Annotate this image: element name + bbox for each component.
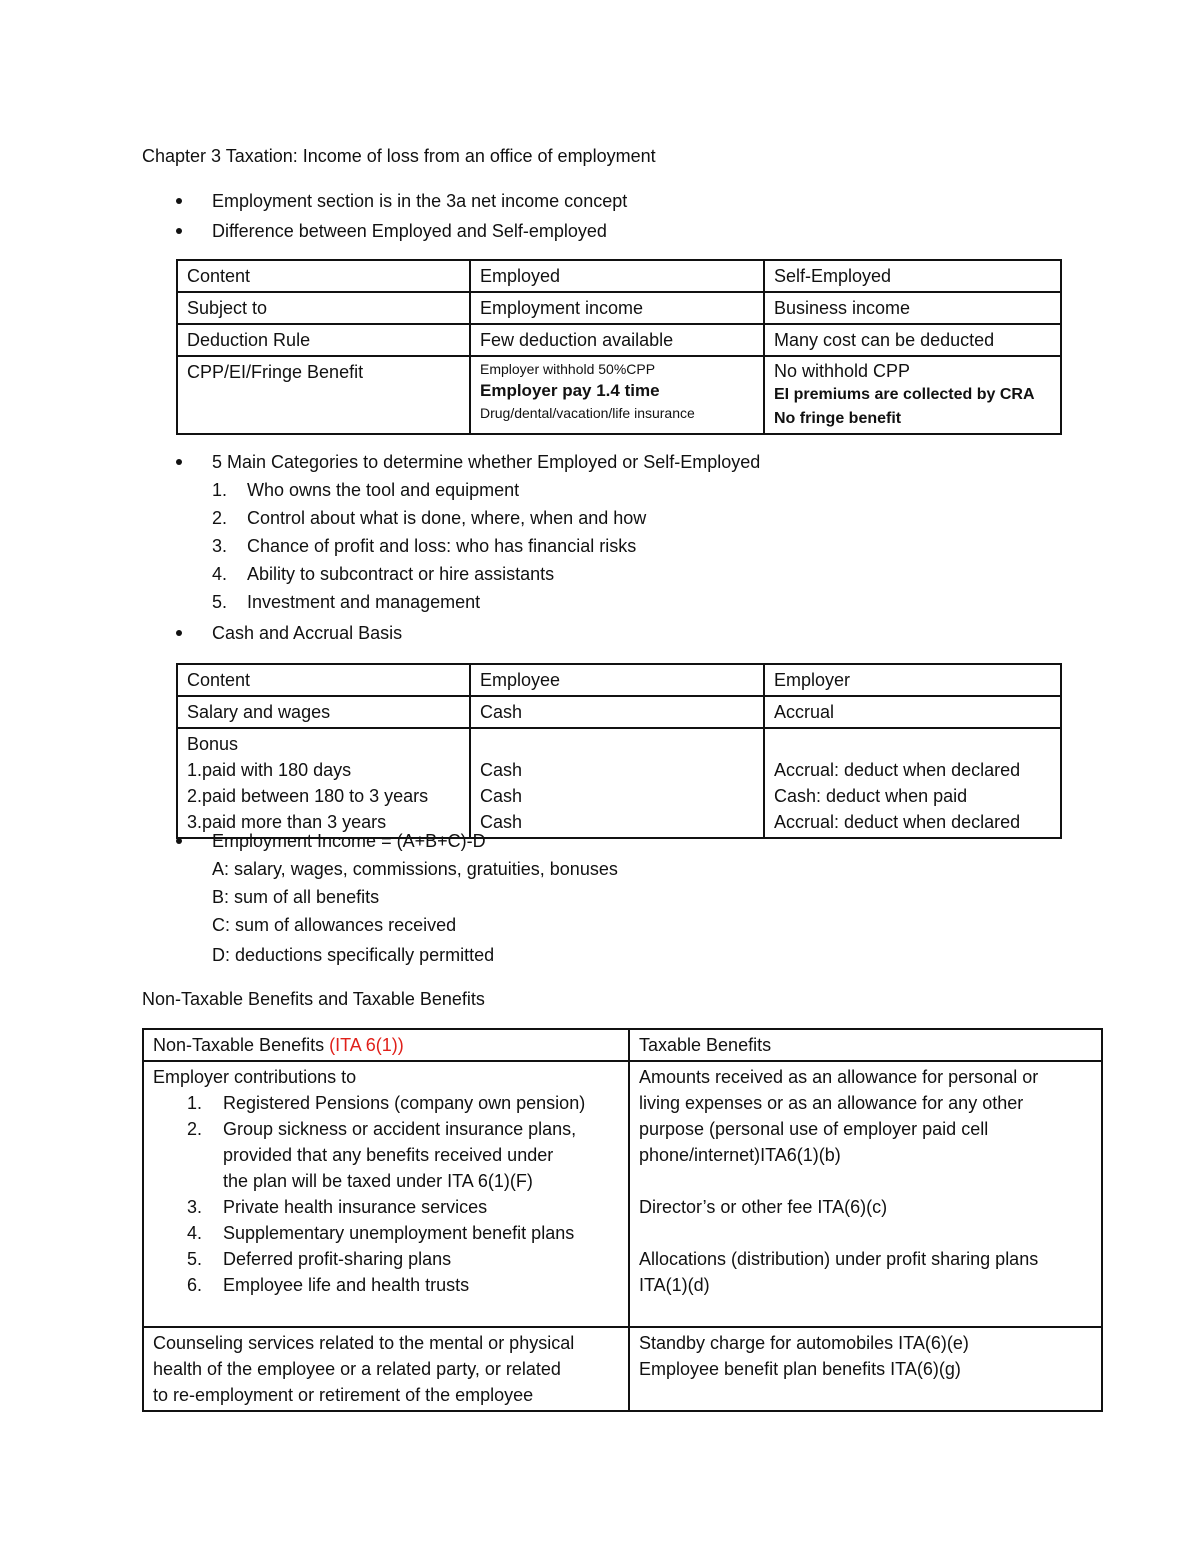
cell-line: 1.paid with 180 days [187,760,352,780]
header-left-reference: (ITA 6(1)) [329,1035,404,1055]
list-item [153,1220,619,1246]
list-text: Ability to subcontract or hire assistants [247,564,555,584]
table-cell [629,1327,1102,1411]
list-text: Who owns the tool and equipment [247,480,520,500]
table-cell [177,728,470,838]
cell-line: No withhold CPP [774,361,911,381]
table-cell: Business income [764,292,1061,324]
list-number: 3. [187,1197,203,1217]
table-row [177,356,1061,434]
non-taxable-list [153,1090,619,1298]
list-text: Deferred profit-sharing plans [223,1249,452,1269]
list-item [212,506,646,530]
table-header-cell: Content [177,664,470,696]
list-number: 2. [187,1119,203,1139]
list-text: Supplementary unemployment benefit plans [223,1223,575,1243]
bullet-icon [176,228,182,234]
cell-line: 2.paid between 180 to 3 years [187,786,429,806]
income-line: B: sum of all benefits [212,887,380,907]
bullet-icon [176,838,182,844]
income-bullet: Employment Income = (A+B+C)-D [212,831,486,851]
table-cell: Cash [470,696,764,728]
cash-bullet: Cash and Accrual Basis [212,623,403,643]
table-cell: Few deduction available [470,324,764,356]
cell-line: Employer contributions to [153,1067,357,1087]
table-cell: Many cost can be deducted [764,324,1061,356]
table-cell [764,356,1061,434]
cell-line: to re-employment or retirement of the employee [153,1385,534,1405]
cell-line: Employer withhold 50%CPP [480,361,656,377]
categories-bullet: 5 Main Categories to determine whether Employed or Self-Employed [212,452,761,472]
list-text: the plan will be taxed under ITA 6(1)(F) [223,1171,533,1191]
cell-line: Cash: deduct when paid [774,786,968,806]
list-number: 4. [187,1223,203,1243]
table-row [177,324,1061,356]
bullet-icon [176,459,182,465]
table-row [143,1327,1102,1411]
cell-line: purpose (personal use of employer paid cell [639,1119,989,1139]
table-cell: CPP/EI/Fringe Benefit [177,356,470,434]
list-number: 3. [212,536,228,556]
cell-line: Cash [480,760,523,780]
section-heading: Non-Taxable Benefits and Taxable Benefits [142,989,485,1009]
list-item [212,478,519,502]
list-text: Group sickness or accident insurance plans, [223,1119,577,1139]
benefits-table [142,1028,1103,1412]
list-text: provided that any benefits received under [223,1145,554,1165]
income-line: A: salary, wages, commissions, gratuities, bonuses [212,859,618,879]
list-item [153,1246,619,1272]
table-header-row [177,664,1061,696]
cell-line: Counseling services related to the mental or physical [153,1333,575,1353]
list-text: Employee life and health trusts [223,1275,470,1295]
list-number: 1. [212,480,228,500]
cell-line: Cash [480,786,523,806]
cell-line: Employee benefit plan benefits ITA(6)(g) [639,1359,961,1379]
table-cell: Salary and wages [177,696,470,728]
table-cell [629,1061,1102,1327]
income-line: C: sum of allowances received [212,915,457,935]
cell-line: Employer pay 1.4 time [480,381,660,400]
table-cell [470,356,764,434]
cash-accrual-table [176,663,1062,839]
table-header-row [143,1029,1102,1061]
cell-line: Drug/dental/vacation/life insurance [480,405,695,421]
table-header-cell: Self-Employed [764,260,1061,292]
cell-line: ITA(1)(d) [639,1275,710,1295]
list-text: Private health insurance services [223,1197,488,1217]
list-item [153,1272,619,1298]
list-number: 5. [212,592,228,612]
list-item [153,1116,619,1194]
table-header-cell: Employee [470,664,764,696]
table-row [177,292,1061,324]
cell-line: Accrual: deduct when declared [774,760,1021,780]
table-cell: Accrual [764,696,1061,728]
employed-vs-self-employed-table [176,259,1062,435]
list-item [153,1194,619,1220]
intro-bullet-1: Employment section is in the 3a net income concept [212,191,628,211]
cell-line: Bonus [187,734,239,754]
table-row [177,696,1061,728]
list-number: 5. [187,1249,203,1269]
list-number: 2. [212,508,228,528]
list-text: Registered Pensions (company own pension) [223,1093,586,1113]
list-number: 6. [187,1275,203,1295]
table-header-cell: Taxable Benefits [629,1029,1102,1061]
cell-line: EI premiums are collected by CRA [774,386,1035,403]
list-text: Chance of profit and loss: who has financial risks [247,536,637,556]
cell-line: Standby charge for automobiles ITA(6)(e) [639,1333,969,1353]
list-item [212,590,480,614]
cell-line: Cash [480,812,523,832]
cell-line: phone/internet)ITA6(1)(b) [639,1145,841,1165]
header-left-label: Non-Taxable Benefits [153,1035,330,1055]
table-header-cell: Employer [764,664,1061,696]
table-header-row [177,260,1061,292]
bullet-icon [176,630,182,636]
income-line: D: deductions specifically permitted [212,945,495,965]
intro-bullet-2: Difference between Employed and Self-employed [212,221,607,241]
table-header-cell [143,1029,629,1061]
list-number: 1. [187,1093,203,1113]
cell-line: Director’s or other fee ITA(6)(c) [639,1197,888,1217]
page-title: Chapter 3 Taxation: Income of loss from an office of employment [142,146,656,166]
table-header-cell: Content [177,260,470,292]
table-cell: Employment income [470,292,764,324]
cell-line: living expenses or as an allowance for any other [639,1093,1024,1113]
bullet-icon [176,198,182,204]
table-cell [143,1327,629,1411]
list-text: Control about what is done, where, when and how [247,508,647,528]
table-cell [764,728,1061,838]
cell-line: No fringe benefit [774,410,902,427]
table-cell [143,1061,629,1327]
list-item [212,534,636,558]
table-cell [470,728,764,838]
cell-line: Amounts received as an allowance for personal or [639,1067,1039,1087]
cell-line: Accrual: deduct when declared [774,812,1021,832]
list-number: 4. [212,564,228,584]
table-cell: Deduction Rule [177,324,470,356]
cell-line: Allocations (distribution) under profit sharing plans [639,1249,1039,1269]
list-text: Investment and management [247,592,481,612]
cell-line: health of the employee or a related party, or related [153,1359,561,1379]
table-row [177,728,1061,838]
table-cell: Subject to [177,292,470,324]
list-item [212,562,554,586]
cell-line: 3.paid more than 3 years [187,812,387,832]
list-item [153,1090,619,1116]
table-header-cell: Employed [470,260,764,292]
table-row [143,1061,1102,1327]
